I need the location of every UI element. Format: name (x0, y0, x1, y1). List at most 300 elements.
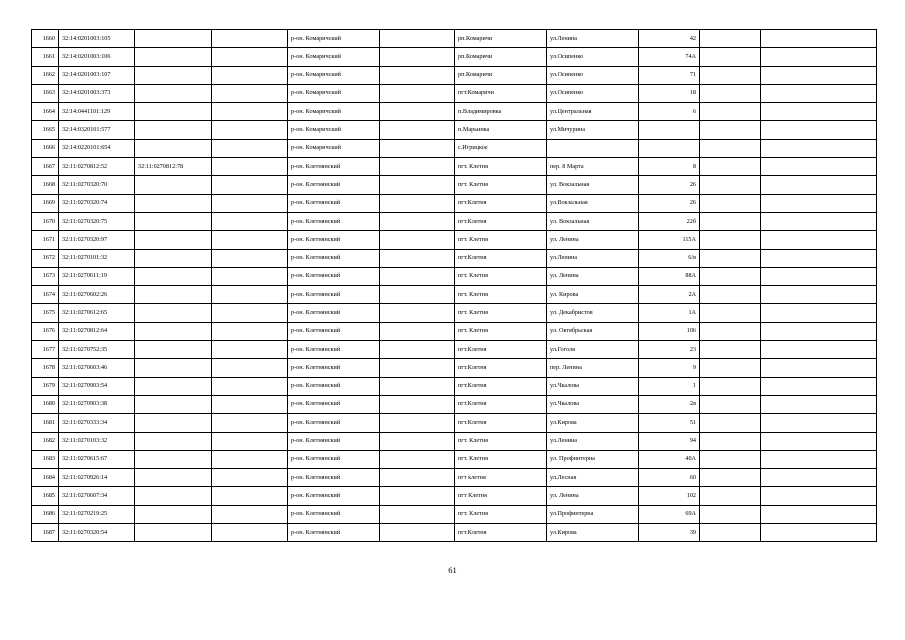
row-number-cell: 1661 (32, 48, 59, 66)
cadastral-number-cell: 32:11:0270611:19 (59, 267, 135, 285)
settlement-cell: с.Игрицкое (455, 139, 547, 157)
settlement-cell: пгт.Клетня (455, 524, 547, 542)
extra-field-4-cell (761, 30, 877, 48)
cadastral-number-2-cell (135, 121, 212, 139)
extra-field-3-cell (700, 267, 761, 285)
district-cell: р-он. Клетнянский (288, 194, 380, 212)
extra-field-cell (212, 103, 288, 121)
extra-field-cell (212, 395, 288, 413)
table-row (32, 341, 877, 359)
extra-field-4-cell (761, 359, 877, 377)
extra-field-cell (212, 48, 288, 66)
table-row (32, 432, 877, 450)
settlement-cell: пгт.Клетня (455, 212, 547, 230)
cadastral-number-2-cell (135, 322, 212, 340)
settlement-cell: пгт. Клетня (455, 176, 547, 194)
extra-field-4-cell (761, 487, 877, 505)
street-cell: ул. Профинтерна (547, 450, 639, 468)
extra-field-3-cell (700, 194, 761, 212)
district-cell: р-он. Клетнянский (288, 286, 380, 304)
extra-field-4-cell (761, 158, 877, 176)
table-row (32, 377, 877, 395)
extra-field-cell (212, 139, 288, 157)
street-cell: ул.Ленина (547, 249, 639, 267)
extra-field-cell (212, 176, 288, 194)
table-row (32, 176, 877, 194)
extra-field-4-cell (761, 322, 877, 340)
row-number-cell: 1687 (32, 524, 59, 542)
house-number-cell: 88А (639, 267, 700, 285)
house-number-cell: 40А (639, 450, 700, 468)
extra-field-3-cell (700, 48, 761, 66)
extra-field-4-cell (761, 304, 877, 322)
house-number-cell: 102 (639, 487, 700, 505)
cadastral-number-2-cell (135, 231, 212, 249)
extra-field-3-cell (700, 505, 761, 523)
house-number-cell: 2А (639, 286, 700, 304)
district-cell: р-он. Клетнянский (288, 432, 380, 450)
extra-field-cell (212, 231, 288, 249)
extra-field-2-cell (380, 48, 455, 66)
district-cell: р-он. Клетнянский (288, 487, 380, 505)
street-cell: ул.Осипенко (547, 48, 639, 66)
settlement-cell: рп.Комаричи (455, 30, 547, 48)
extra-field-2-cell (380, 231, 455, 249)
house-number-cell: 39 (639, 524, 700, 542)
extra-field-3-cell (700, 30, 761, 48)
extra-field-4-cell (761, 139, 877, 157)
extra-field-2-cell (380, 487, 455, 505)
settlement-cell: пгт. Клетня (455, 432, 547, 450)
table-row (32, 66, 877, 84)
house-number-cell: 1 (639, 377, 700, 395)
extra-field-3-cell (700, 414, 761, 432)
extra-field-3-cell (700, 469, 761, 487)
row-number-cell: 1660 (32, 30, 59, 48)
district-cell: р-он. Комаричский (288, 139, 380, 157)
extra-field-3-cell (700, 487, 761, 505)
extra-field-3-cell (700, 322, 761, 340)
row-number-cell: 1663 (32, 84, 59, 102)
street-cell: ул.Осипенко (547, 84, 639, 102)
cadastral-number-2-cell (135, 359, 212, 377)
extra-field-4-cell (761, 286, 877, 304)
extra-field-cell (212, 121, 288, 139)
row-number-cell: 1666 (32, 139, 59, 157)
extra-field-4-cell (761, 267, 877, 285)
table-row (32, 524, 877, 542)
extra-field-2-cell (380, 322, 455, 340)
cadastral-number-cell: 32:11:0270926:14 (59, 469, 135, 487)
cadastral-number-cell: 32:11:0270320:75 (59, 212, 135, 230)
street-cell: ул.Центральная (547, 103, 639, 121)
district-cell: р-он. Комаричский (288, 103, 380, 121)
cadastral-number-2-cell (135, 194, 212, 212)
table-row (32, 212, 877, 230)
extra-field-cell (212, 30, 288, 48)
table-row (32, 286, 877, 304)
extra-field-4-cell (761, 212, 877, 230)
registry-body (32, 30, 877, 542)
page-number: 61 (448, 565, 457, 575)
extra-field-2-cell (380, 158, 455, 176)
district-cell: р-он. Комаричский (288, 84, 380, 102)
extra-field-cell (212, 414, 288, 432)
cadastral-number-cell: 32:14:0441101:129 (59, 103, 135, 121)
cadastral-number-cell: 32:14:0320101:577 (59, 121, 135, 139)
street-cell: ул.Чкалова (547, 395, 639, 413)
street-cell: ул.Осипенко (547, 66, 639, 84)
street-cell: ул.Вокзальная (547, 194, 639, 212)
cadastral-number-cell: 32:14:0220101:654 (59, 139, 135, 157)
table-row (32, 231, 877, 249)
extra-field-3-cell (700, 524, 761, 542)
cadastral-number-2-cell (135, 212, 212, 230)
house-number-cell: 71 (639, 66, 700, 84)
cadastral-number-cell: 32:11:0270101:32 (59, 249, 135, 267)
extra-field-cell (212, 432, 288, 450)
extra-field-4-cell (761, 341, 877, 359)
row-number-cell: 1680 (32, 395, 59, 413)
house-number-cell: 26 (639, 194, 700, 212)
district-cell: р-он. Клетнянский (288, 505, 380, 523)
district-cell: р-он. Клетнянский (288, 395, 380, 413)
district-cell: р-он. Клетнянский (288, 212, 380, 230)
table-row (32, 139, 877, 157)
extra-field-3-cell (700, 377, 761, 395)
settlement-cell: пгт.Клетня (455, 249, 547, 267)
extra-field-cell (212, 267, 288, 285)
cadastral-number-cell: 32:11:0270607:34 (59, 487, 135, 505)
settlement-cell: пгт.Клетня (455, 377, 547, 395)
cadastral-number-cell: 32:11:0270320:74 (59, 194, 135, 212)
house-number-cell: 8 (639, 158, 700, 176)
street-cell: ул.Ленина (547, 30, 639, 48)
house-number-cell: 1А (639, 304, 700, 322)
extra-field-3-cell (700, 341, 761, 359)
extra-field-cell (212, 341, 288, 359)
district-cell: р-он. Клетнянский (288, 341, 380, 359)
cadastral-number-cell: 32:11:0270320:97 (59, 231, 135, 249)
extra-field-cell (212, 158, 288, 176)
street-cell: ул. Ленина (547, 487, 639, 505)
street-cell: ул. Ленина (547, 231, 639, 249)
extra-field-cell (212, 66, 288, 84)
house-number-cell: 51 (639, 414, 700, 432)
extra-field-3-cell (700, 212, 761, 230)
cadastral-number-cell: 32:11:0270903:38 (59, 395, 135, 413)
row-number-cell: 1667 (32, 158, 59, 176)
cadastral-number-2-cell (135, 432, 212, 450)
cadastral-number-cell: 32:11:0270219:25 (59, 505, 135, 523)
row-number-cell: 1678 (32, 359, 59, 377)
cadastral-number-2-cell (135, 377, 212, 395)
district-cell: р-он. Клетнянский (288, 176, 380, 194)
extra-field-4-cell (761, 176, 877, 194)
registry-table (31, 29, 877, 542)
street-cell: ул.Кирова (547, 524, 639, 542)
extra-field-3-cell (700, 231, 761, 249)
extra-field-4-cell (761, 103, 877, 121)
cadastral-number-2-cell (135, 84, 212, 102)
table-row (32, 395, 877, 413)
extra-field-4-cell (761, 194, 877, 212)
row-number-cell: 1682 (32, 432, 59, 450)
house-number-cell: 115А (639, 231, 700, 249)
cadastral-number-cell: 32:11:0270615:67 (59, 450, 135, 468)
row-number-cell: 1673 (32, 267, 59, 285)
cadastral-number-cell: 32:14:0201003:373 (59, 84, 135, 102)
row-number-cell: 1674 (32, 286, 59, 304)
extra-field-2-cell (380, 103, 455, 121)
row-number-cell: 1662 (32, 66, 59, 84)
extra-field-cell (212, 359, 288, 377)
extra-field-cell (212, 249, 288, 267)
extra-field-4-cell (761, 432, 877, 450)
street-cell: ул.Профинтерна (547, 505, 639, 523)
extra-field-3-cell (700, 395, 761, 413)
house-number-cell: 6/в (639, 249, 700, 267)
settlement-cell: пгт. Клетня (455, 267, 547, 285)
cadastral-number-cell: 32:11:0270320:70 (59, 176, 135, 194)
extra-field-3-cell (700, 286, 761, 304)
extra-field-4-cell (761, 505, 877, 523)
district-cell: р-он. Клетнянский (288, 377, 380, 395)
extra-field-4-cell (761, 395, 877, 413)
street-cell: пер. 8 Марта (547, 158, 639, 176)
settlement-cell: пгт.Комаричи (455, 84, 547, 102)
settlement-cell: пгт.Клетня (455, 395, 547, 413)
extra-field-2-cell (380, 432, 455, 450)
extra-field-cell (212, 304, 288, 322)
extra-field-2-cell (380, 66, 455, 84)
settlement-cell: пгт. Клетня (455, 304, 547, 322)
cadastral-number-2-cell (135, 524, 212, 542)
cadastral-number-2-cell (135, 469, 212, 487)
cadastral-number-2-cell: 32:11:0270812:78 (135, 158, 212, 176)
street-cell: ул. Октябрьская (547, 322, 639, 340)
table-row (32, 103, 877, 121)
extra-field-cell (212, 212, 288, 230)
cadastral-number-cell: 32:14:0201003:105 (59, 30, 135, 48)
extra-field-4-cell (761, 524, 877, 542)
cadastral-number-2-cell (135, 450, 212, 468)
extra-field-4-cell (761, 450, 877, 468)
extra-field-2-cell (380, 341, 455, 359)
table-row (32, 48, 877, 66)
cadastral-number-2-cell (135, 48, 212, 66)
settlement-cell: пгт. Клетня (455, 286, 547, 304)
extra-field-cell (212, 524, 288, 542)
extra-field-cell (212, 377, 288, 395)
extra-field-2-cell (380, 304, 455, 322)
cadastral-number-cell: 32:11:0270752:35 (59, 341, 135, 359)
street-cell: ул.Чкалова (547, 377, 639, 395)
table-row (32, 505, 877, 523)
row-number-cell: 1665 (32, 121, 59, 139)
district-cell: р-он. Комаричский (288, 66, 380, 84)
district-cell: р-он. Клетнянский (288, 469, 380, 487)
house-number-cell: 9 (639, 359, 700, 377)
cadastral-number-cell: 32:11:0270812:52 (59, 158, 135, 176)
extra-field-2-cell (380, 359, 455, 377)
settlement-cell: пгт. Клетня (455, 450, 547, 468)
table-row (32, 121, 877, 139)
table-row (32, 450, 877, 468)
settlement-cell: пгт. Клетня (455, 322, 547, 340)
cadastral-number-2-cell (135, 395, 212, 413)
settlement-cell: пгт.Клетня (455, 359, 547, 377)
row-number-cell: 1681 (32, 414, 59, 432)
cadastral-number-cell: 32:11:0270903:54 (59, 377, 135, 395)
extra-field-3-cell (700, 432, 761, 450)
house-number-cell: 6 (639, 103, 700, 121)
extra-field-4-cell (761, 414, 877, 432)
extra-field-3-cell (700, 359, 761, 377)
extra-field-2-cell (380, 414, 455, 432)
house-number-cell: 74А (639, 48, 700, 66)
street-cell: ул. Кирова (547, 286, 639, 304)
extra-field-2-cell (380, 30, 455, 48)
house-number-cell (639, 121, 700, 139)
street-cell: ул. Декабристов (547, 304, 639, 322)
street-cell: пер. Ленина (547, 359, 639, 377)
extra-field-2-cell (380, 212, 455, 230)
extra-field-4-cell (761, 249, 877, 267)
house-number-cell: 69А (639, 505, 700, 523)
cadastral-number-cell: 32:11:0270602:26 (59, 286, 135, 304)
table-row (32, 84, 877, 102)
row-number-cell: 1685 (32, 487, 59, 505)
cadastral-number-2-cell (135, 341, 212, 359)
settlement-cell: пгт.Клетня (455, 414, 547, 432)
district-cell: р-он. Клетнянский (288, 450, 380, 468)
district-cell: р-он. Клетнянский (288, 414, 380, 432)
cadastral-number-cell: 32:11:0270812:64 (59, 322, 135, 340)
extra-field-cell (212, 286, 288, 304)
extra-field-2-cell (380, 267, 455, 285)
row-number-cell: 1684 (32, 469, 59, 487)
cadastral-number-2-cell (135, 505, 212, 523)
row-number-cell: 1672 (32, 249, 59, 267)
cadastral-number-2-cell (135, 176, 212, 194)
extra-field-cell (212, 194, 288, 212)
row-number-cell: 1683 (32, 450, 59, 468)
extra-field-3-cell (700, 103, 761, 121)
house-number-cell: 42 (639, 30, 700, 48)
cadastral-number-cell: 32:11:0270603:46 (59, 359, 135, 377)
house-number-cell: 22б (639, 212, 700, 230)
extra-field-3-cell (700, 84, 761, 102)
settlement-cell: рп.Комаричи (455, 48, 547, 66)
house-number-cell: 26 (639, 176, 700, 194)
extra-field-4-cell (761, 84, 877, 102)
cadastral-number-2-cell (135, 414, 212, 432)
district-cell: р-он. Клетнянский (288, 524, 380, 542)
extra-field-4-cell (761, 469, 877, 487)
table-row (32, 487, 877, 505)
table-row (32, 267, 877, 285)
house-number-cell: 18 (639, 84, 700, 102)
extra-field-3-cell (700, 304, 761, 322)
extra-field-4-cell (761, 48, 877, 66)
settlement-cell: п.Марьинка (455, 121, 547, 139)
street-cell: ул.Лесная (547, 469, 639, 487)
district-cell: р-он. Клетнянский (288, 359, 380, 377)
cadastral-number-2-cell (135, 249, 212, 267)
street-cell: ул.Мичурина (547, 121, 639, 139)
extra-field-cell (212, 450, 288, 468)
settlement-cell: п.Владимировка (455, 103, 547, 121)
extra-field-2-cell (380, 84, 455, 102)
extra-field-4-cell (761, 121, 877, 139)
row-number-cell: 1679 (32, 377, 59, 395)
district-cell: р-он. Клетнянский (288, 249, 380, 267)
table-row (32, 359, 877, 377)
table-row (32, 414, 877, 432)
table-row (32, 194, 877, 212)
cadastral-number-cell: 32:11:0270320:54 (59, 524, 135, 542)
house-number-cell: 23 (639, 341, 700, 359)
row-number-cell: 1668 (32, 176, 59, 194)
settlement-cell: пгт клетня (455, 469, 547, 487)
settlement-cell: пгт.Клетня (455, 341, 547, 359)
extra-field-cell (212, 487, 288, 505)
extra-field-cell (212, 505, 288, 523)
extra-field-3-cell (700, 158, 761, 176)
extra-field-2-cell (380, 377, 455, 395)
district-cell: р-он. Комаричский (288, 30, 380, 48)
table-row (32, 158, 877, 176)
extra-field-2-cell (380, 524, 455, 542)
settlement-cell: пгт. Клетня (455, 231, 547, 249)
extra-field-3-cell (700, 139, 761, 157)
district-cell: р-он. Клетнянский (288, 304, 380, 322)
extra-field-3-cell (700, 450, 761, 468)
street-cell: ул. Вокзальная (547, 212, 639, 230)
street-cell: ул. Ленина (547, 267, 639, 285)
extra-field-cell (212, 469, 288, 487)
district-cell: р-он. Клетнянский (288, 158, 380, 176)
row-number-cell: 1669 (32, 194, 59, 212)
table-row (32, 249, 877, 267)
cadastral-number-cell: 32:14:0201003:107 (59, 66, 135, 84)
row-number-cell: 1671 (32, 231, 59, 249)
cadastral-number-cell: 32:14:0201003:106 (59, 48, 135, 66)
house-number-cell: 60 (639, 469, 700, 487)
district-cell: р-он. Комаричский (288, 121, 380, 139)
table-row (32, 469, 877, 487)
extra-field-cell (212, 322, 288, 340)
settlement-cell: рп.Комаричи (455, 66, 547, 84)
district-cell: р-он. Клетнянский (288, 267, 380, 285)
extra-field-2-cell (380, 286, 455, 304)
extra-field-2-cell (380, 194, 455, 212)
extra-field-2-cell (380, 121, 455, 139)
street-cell: ул.Кирова (547, 414, 639, 432)
district-cell: р-он. Клетнянский (288, 231, 380, 249)
house-number-cell: 106 (639, 322, 700, 340)
cadastral-number-cell: 32:11:0270612:65 (59, 304, 135, 322)
table-row (32, 304, 877, 322)
street-cell: ул.Ленина (547, 432, 639, 450)
extra-field-4-cell (761, 66, 877, 84)
row-number-cell: 1676 (32, 322, 59, 340)
street-cell (547, 139, 639, 157)
extra-field-2-cell (380, 249, 455, 267)
extra-field-4-cell (761, 377, 877, 395)
district-cell: р-он. Комаричский (288, 48, 380, 66)
